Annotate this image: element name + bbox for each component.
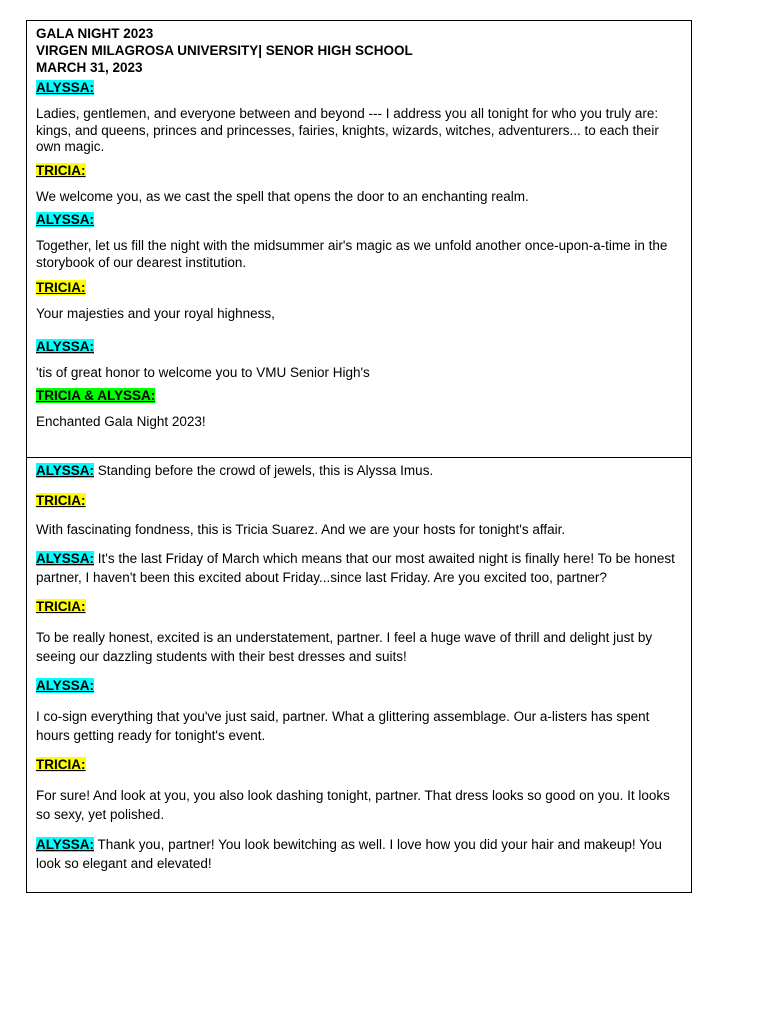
dialogue-line: ALYSSA: Standing before the crowd of jewels, this is Alyssa Imus.: [36, 463, 434, 478]
speaker-label: TRICIA & ALYSSA:: [36, 388, 156, 403]
speaker-label: ALYSSA:: [36, 338, 95, 354]
school-name: VIRGEN MILAGROSA UNIVERSITY| SENOR HIGH SCHOOL: [36, 43, 413, 58]
speaker-label: ALYSSA:: [36, 212, 95, 227]
dialogue-line: Together, let us fill the night with the midsummer air's magic as we unfold another once-upon-a-time in the storybook of our dearest institution.: [36, 238, 668, 270]
dialogue-line: Ladies, gentlemen, and everyone between and beyond --- I address you all tonight for who you truly are: kings, and queens, princes and princesses, fairies, knights, wizards, witches, adventurers... to each their own magic.: [36, 106, 659, 154]
dialogue-line: ALYSSA: Thank you, partner! You look bewitching as well. I love how you did your hair and makeup! You look so elegant and elevated!: [36, 837, 662, 871]
speaker-label: TRICIA:: [36, 599, 86, 614]
speaker-label: ALYSSA:: [36, 551, 95, 566]
dialogue-line: With fascinating fondness, this is Tricia Suarez. And we are your hosts for tonight's affair.: [36, 521, 566, 537]
dialogue-line: To be really honest, excited is an understatement, partner. I feel a huge wave of thrill and delight just by seeing our dazzling students with their best dresses and suits!: [36, 630, 653, 664]
dialogue-line: Enchanted Gala Night 2023!: [36, 414, 206, 429]
dialogue-line: We welcome you, as we cast the spell that opens the door to an enchanting realm.: [36, 188, 529, 204]
dialogue-line: Your majesties and your royal highness,: [36, 306, 275, 321]
dialogue-line: For sure! And look at you, you also look dashing tonight, partner. That dress looks so good on you. It looks so sexy, yet polished.: [36, 788, 670, 822]
dialogue-line: 'tis of great honor to welcome you to VMU Senior High's: [36, 364, 370, 380]
dialogue-line: ALYSSA: It's the last Friday of March which means that our most awaited night is finally here! To be honest partner, I haven't been this excited about Friday...since last Friday. Are you excited too, partner?: [36, 551, 675, 585]
speaker-label: ALYSSA:: [36, 463, 95, 478]
speaker-label: TRICIA:: [36, 280, 86, 295]
event-title: GALA NIGHT 2023: [36, 26, 154, 41]
speaker-label: ALYSSA:: [36, 678, 95, 693]
event-date: MARCH 31, 2023: [36, 60, 143, 75]
script-page-box-1: [26, 20, 692, 458]
script-page-box-2: [26, 457, 692, 893]
speaker-label: TRICIA:: [36, 162, 86, 178]
speaker-label: ALYSSA:: [36, 80, 95, 95]
dialogue-line: I co-sign everything that you've just said, partner. What a glittering assemblage. Our a-listers has spent hours getting ready for tonight's event.: [36, 709, 650, 743]
speaker-label: TRICIA:: [36, 757, 86, 772]
speaker-label: ALYSSA:: [36, 837, 95, 852]
speaker-label: TRICIA:: [36, 492, 86, 508]
